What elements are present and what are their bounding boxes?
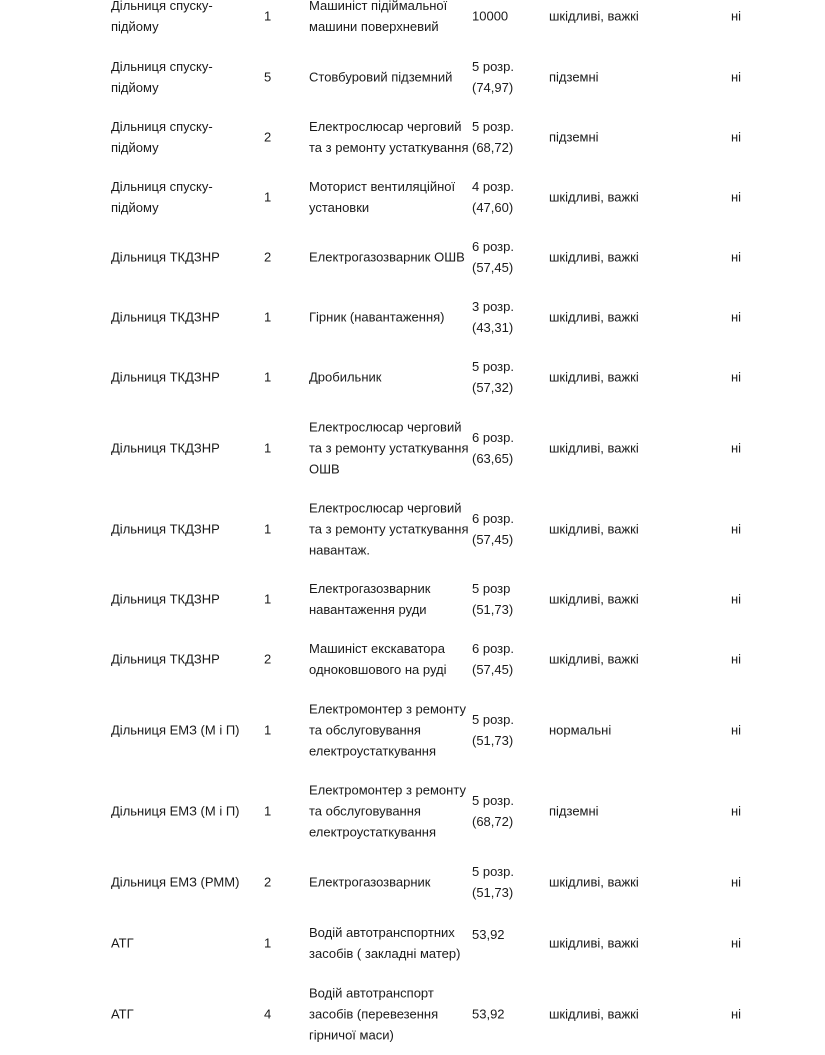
department-cell-line: Дільниця ТКДЗНР [111,591,220,607]
job-title-cell-line: електроустаткування [309,743,436,759]
grade-cell-line: 5 розр. [472,712,514,727]
conditions-cell: шкідливі, важкі [549,935,639,951]
department-cell-line: Дільниця спуску- [111,0,213,13]
job-title-cell-line: електроустаткування [309,824,436,840]
count-cell: 1 [264,440,272,456]
flag-cell: ні [731,69,742,85]
flag-cell: ні [731,249,742,265]
department-cell [111,933,261,954]
department-cell-line: Дільниця спуску- [111,59,213,74]
flag-cell: ні [731,935,742,951]
flag-cell: ні [731,189,742,205]
job-title-cell [309,67,471,88]
grade-cell [472,6,542,27]
grade-cell-line: 6 розр. [472,641,514,656]
department-cell-line: підйому [111,200,159,215]
department-cell-line: Дільниця ТКДЗНР [111,369,220,385]
table-row [0,227,825,287]
grade-cell [472,578,542,620]
conditions-cell: шкідливі, важкі [549,874,639,890]
count-cell: 1 [264,591,272,607]
flag-cell: ні [731,309,742,325]
job-title-cell-line: Електрослюсар черговий [309,500,462,516]
table-row [0,347,825,407]
conditions-cell: підземні [549,803,599,819]
job-title-cell [309,116,471,158]
grade-cell-line: 6 розр. [472,239,514,254]
conditions-cell: шкідливі, важкі [549,309,639,325]
job-title-cell-line: та з ремонту устаткування [309,140,469,155]
grade-cell-line: (74,97) [472,80,514,95]
grade-cell [472,790,542,832]
job-title-cell [309,922,471,964]
department-cell-line: Дільниця ЕМЗ (М і П) [111,803,240,819]
job-title-cell [309,780,471,843]
job-title-cell-line: Машиніст підіймальної [309,0,448,13]
grade-cell [472,861,542,903]
grade-cell [472,176,542,218]
department-cell [111,56,261,98]
flag-cell: ні [731,129,742,145]
grade-cell-line: 5 розр. [472,359,514,374]
table-row [0,851,825,913]
grade-cell [472,116,542,158]
count-cell: 5 [264,69,272,85]
count-cell: 2 [264,249,272,265]
department-cell [111,801,261,822]
table-row [0,629,825,689]
department-cell [111,367,261,388]
flag-cell: ні [731,722,742,738]
grade-cell-line: (43,31) [472,320,514,335]
table-row [0,973,825,1055]
department-cell-line: Дільниця спуску- [111,179,213,194]
department-cell-line: Дільниця ТКДЗНР [111,651,220,667]
conditions-cell: шкідливі, важкі [549,1006,639,1022]
job-title-cell-line: засобів (перевезення [309,1006,439,1022]
grade-cell-line: 53,92 [472,1006,505,1022]
job-title-cell-line: одноковшового на руді [309,662,447,677]
department-cell-line: АТГ [111,1006,134,1022]
job-title-cell-line: ОШВ [309,461,340,477]
job-title-cell-line: машини поверхневий [309,19,439,34]
grade-cell [472,924,542,945]
job-title-cell-line: установки [309,200,370,215]
department-cell [111,438,261,459]
job-title-cell-line: Електрогазозварник [309,581,431,596]
table-row [0,0,825,47]
flag-cell: ні [731,651,742,667]
grade-cell-line: (51,73) [472,602,514,617]
job-title-cell-line: Електромонтер з ремонту [309,782,466,798]
department-cell-line: підйому [111,80,159,95]
job-title-cell-line: Водій автотранспортних [309,925,455,940]
job-title-cell [309,638,471,680]
count-cell: 1 [264,722,272,738]
conditions-cell: шкідливі, важкі [549,189,639,205]
grade-cell-line: 4 розр. [472,179,514,194]
count-cell: 1 [264,309,272,325]
conditions-cell: нормальні [549,722,612,738]
department-cell [111,116,261,158]
grade-cell-line: 6 розр. [472,511,514,526]
department-cell [111,176,261,218]
job-title-cell [309,498,471,561]
job-title-cell [309,0,471,37]
grade-cell-line: (57,32) [472,380,514,395]
grade-cell-line: 6 розр. [472,430,514,445]
grade-cell-line: 5 розр. [472,119,514,134]
department-cell-line: Дільниця спуску- [111,119,213,134]
department-cell-line: Дільниця ЕМЗ (М і П) [111,722,240,738]
department-cell [111,519,261,540]
conditions-cell: шкідливі, важкі [549,369,639,385]
job-title-cell-line: та з ремонту устаткування [309,521,469,537]
job-title-cell-line: навантаження руди [309,602,427,617]
job-title-cell-line: Електромонтер з ремонту [309,701,466,717]
flag-cell: ні [731,521,742,537]
job-title-cell-line: навантаж. [309,542,370,558]
grade-cell-line: 53,92 [472,927,505,942]
conditions-cell: шкідливі, важкі [549,521,639,537]
department-cell-line: АТГ [111,935,134,951]
count-cell: 1 [264,189,272,205]
job-title-cell [309,699,471,762]
count-cell: 4 [264,1006,272,1022]
grade-cell-line: 5 розр [472,581,511,596]
table-row [0,689,825,771]
department-cell-line: Дільниця ЕМЗ (РММ) [111,874,240,890]
job-title-cell-line: та обслуговування [309,722,421,738]
grade-cell [472,296,542,338]
count-cell: 2 [264,129,272,145]
job-title-cell [309,983,471,1046]
flag-cell: ні [731,440,742,456]
grade-cell-line: 10000 [472,8,509,24]
job-title-cell-line: Електрогазозварник ОШВ [309,249,465,265]
conditions-cell: підземні [549,129,599,145]
job-title-cell-line: Машиніст екскаватора [309,641,445,656]
conditions-cell: шкідливі, важкі [549,249,639,265]
job-title-cell [309,307,471,328]
grade-cell-line: (57,45) [472,260,514,275]
department-cell [111,649,261,670]
table-row [0,913,825,973]
job-title-cell-line: засобів ( закладні матер) [309,946,461,961]
department-cell-line: підйому [111,140,159,155]
flag-cell: ні [731,8,742,24]
job-title-cell [309,872,471,893]
job-title-cell-line: Водій автотранспорт [309,985,434,1001]
grade-cell-line: 5 розр. [472,864,514,879]
flag-cell: ні [731,1006,742,1022]
department-cell-line: Дільниця ТКДЗНР [111,521,220,537]
job-title-cell-line: Гірник (навантаження) [309,309,445,325]
count-cell: 1 [264,369,272,385]
department-cell [111,589,261,610]
grade-cell [472,356,542,398]
grade-cell-line: (57,45) [472,662,514,677]
job-title-cell [309,367,471,388]
table-row [0,287,825,347]
department-cell [111,872,261,893]
grade-cell [472,709,542,751]
flag-cell: ні [731,803,742,819]
grade-cell-line: (63,65) [472,451,514,466]
job-title-cell [309,417,471,480]
department-cell [111,720,261,741]
grade-cell [472,236,542,278]
grade-cell-line: (47,60) [472,200,514,215]
flag-cell: ні [731,591,742,607]
job-title-cell-line: Стовбуровий підземний [309,69,453,85]
conditions-cell: шкідливі, важкі [549,8,639,24]
grade-cell-line: (51,73) [472,885,514,900]
job-title-cell [309,578,471,620]
grade-cell-line: (68,72) [472,140,514,155]
table-row [0,407,825,489]
department-cell-line: підйому [111,19,159,34]
job-title-cell-line: Дробильник [309,369,382,385]
grade-cell [472,638,542,680]
table-row [0,167,825,227]
conditions-cell: шкідливі, важкі [549,651,639,667]
count-cell: 1 [264,935,272,951]
job-title-cell [309,247,471,268]
flag-cell: ні [731,369,742,385]
conditions-cell: шкідливі, важкі [549,440,639,456]
table-row [0,569,825,629]
grade-cell [472,508,542,550]
table-row [0,107,825,167]
count-cell: 1 [264,521,272,537]
department-cell-line: Дільниця ТКДЗНР [111,249,220,265]
conditions-cell: шкідливі, важкі [549,591,639,607]
job-title-cell [309,176,471,218]
grade-cell-line: (68,72) [472,814,514,829]
table-row [0,489,825,569]
grade-cell-line: (57,45) [472,532,514,547]
department-cell [111,0,261,37]
job-title-cell-line: Електрогазозварник [309,874,431,890]
count-cell: 2 [264,651,272,667]
job-title-cell-line: та з ремонту устаткування [309,440,469,456]
grade-cell-line: 5 розр. [472,59,514,74]
count-cell: 1 [264,8,272,24]
department-cell-line: Дільниця ТКДЗНР [111,440,220,456]
flag-cell: ні [731,874,742,890]
grade-cell [472,427,542,469]
count-cell: 1 [264,803,272,819]
job-title-cell-line: та обслуговування [309,803,421,819]
department-cell [111,307,261,328]
department-cell [111,247,261,268]
grade-cell [472,1004,542,1025]
job-title-cell-line: гірничої маси) [309,1027,394,1043]
grade-cell-line: 5 розр. [472,793,514,808]
table-row [0,47,825,107]
department-cell [111,1004,261,1025]
job-title-cell-line: Моторист вентиляційної [309,179,456,194]
job-title-cell-line: Електрослюсар черговий [309,419,462,435]
grade-cell [472,56,542,98]
grade-cell-line: 3 розр. [472,299,514,314]
grade-cell-line: (51,73) [472,733,514,748]
department-cell-line: Дільниця ТКДЗНР [111,309,220,325]
conditions-cell: підземні [549,69,599,85]
count-cell: 2 [264,874,272,890]
table-row [0,771,825,851]
job-title-cell-line: Електрослюсар черговий [309,119,462,134]
